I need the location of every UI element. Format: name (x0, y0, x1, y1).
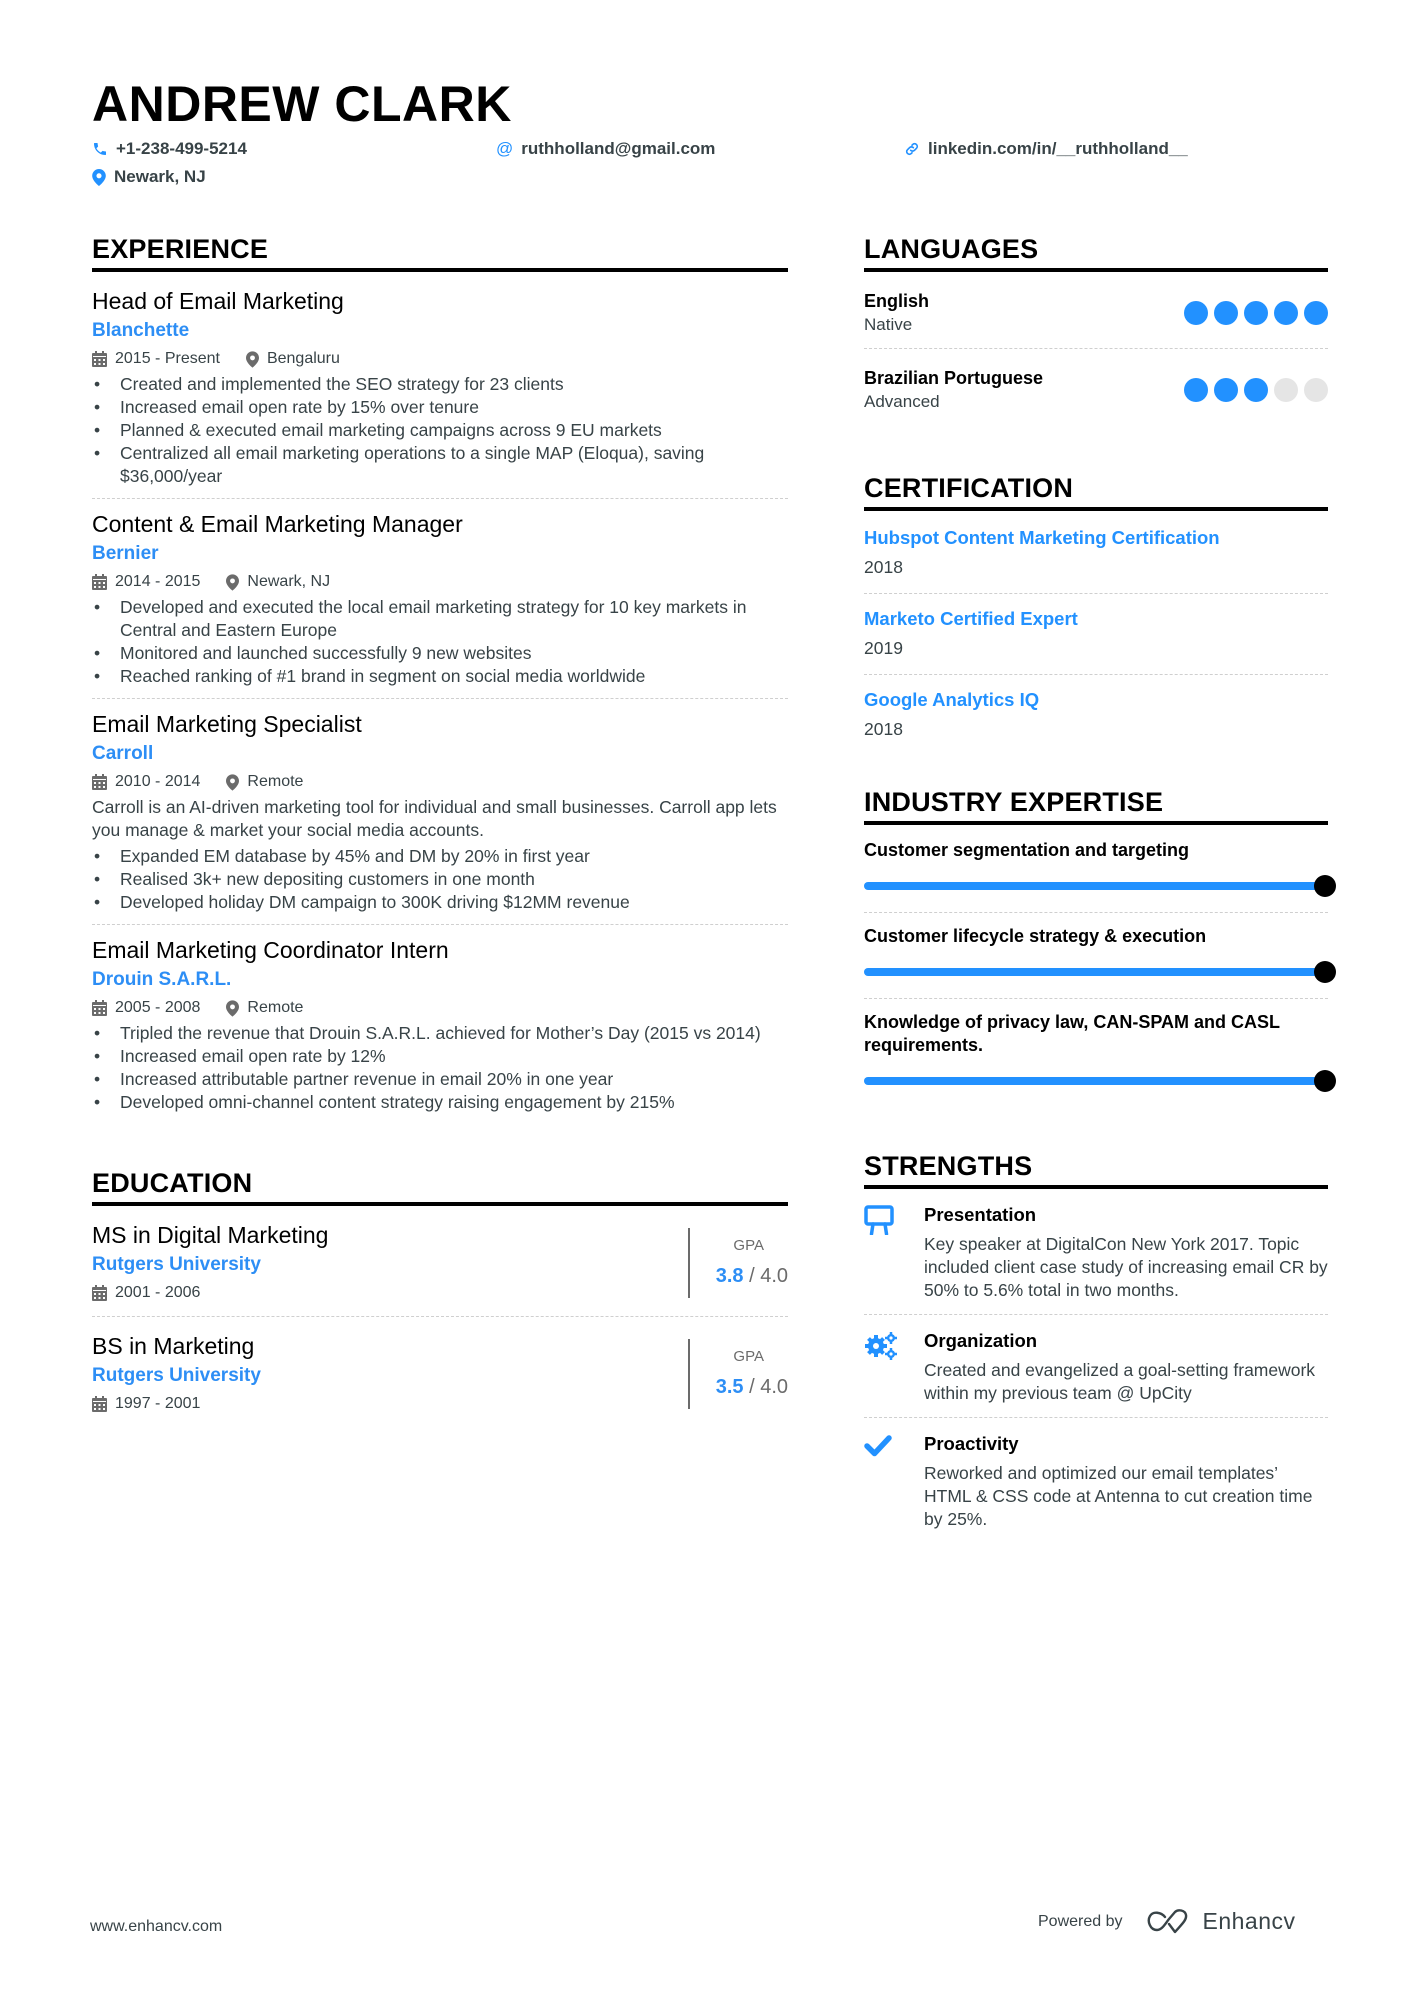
certification-year: 2018 (864, 719, 903, 739)
certification-item (864, 525, 1328, 594)
gpa-value (716, 1373, 788, 1401)
footer-branding (1038, 1908, 1296, 1935)
certification-item (864, 687, 1328, 755)
rating-dot-filled (1244, 301, 1268, 325)
expertise-name: Knowledge of privacy law, CAN-SPAM and CASL requirements. (864, 1012, 1280, 1055)
job-meta (92, 348, 788, 370)
language-level: Advanced (864, 392, 940, 411)
certification-heading: CERTIFICATION (864, 471, 1328, 511)
industry-expertise-section (864, 785, 1328, 1107)
job-bullets (92, 845, 788, 914)
language-rating (1184, 378, 1328, 402)
location-contact (92, 166, 206, 188)
link-icon (904, 141, 920, 157)
company-name[interactable]: Drouin S.A.R.L. (92, 969, 232, 990)
calendar-icon (92, 351, 107, 367)
rating-dot-filled (1184, 378, 1208, 402)
bullet-item: • Expanded EM database by 45% and DM by 20% in first year (92, 845, 788, 868)
job-location (226, 771, 303, 793)
strength-description: Created and evangelized a goal-setting framework within my previous team @ UpCity (924, 1360, 1316, 1403)
job-location (226, 997, 303, 1019)
language-item (864, 363, 1328, 425)
bullet-item: • Increased attributable partner revenue in email 20% in one year (92, 1068, 788, 1091)
expertise-level-bar (864, 882, 1326, 890)
bullet-item: • Developed and executed the local email marketing strategy for 10 key markets in Central and Eastern Europe (92, 596, 788, 642)
education-meta (92, 1393, 688, 1415)
rating-dot-filled (1184, 301, 1208, 325)
phone-contact[interactable] (92, 138, 247, 160)
strength-title: Organization (924, 1330, 1038, 1351)
certification-year: 2018 (864, 557, 903, 577)
job-title: Email Marketing Specialist (92, 711, 362, 737)
strength-description: Reworked and optimized our email templates’ HTML & CSS code at Antenna to cut creation time by 25%. (924, 1463, 1313, 1529)
job-title: Content & Email Marketing Manager (92, 511, 463, 537)
experience-item (92, 286, 788, 499)
expertise-item (864, 1011, 1328, 1107)
experience-item (92, 509, 788, 699)
expertise-level-bar (864, 968, 1326, 976)
gpa-label: GPA (733, 1348, 764, 1365)
school-name[interactable]: Rutgers University (92, 1254, 261, 1275)
job-location (246, 348, 340, 370)
job-location-text: Bengaluru (266, 350, 340, 367)
language-item (864, 286, 1328, 349)
company-description: Carroll is an AI-driven marketing tool for individual and small businesses. Carroll app lets you manage & market your social media accounts. (92, 797, 777, 840)
email-contact[interactable] (496, 138, 715, 160)
job-dates: 2015 - Present (115, 350, 220, 367)
linkedin-contact[interactable] (904, 138, 1188, 160)
checkmark-icon (864, 1434, 892, 1458)
job-bullets (92, 596, 788, 688)
job-location-text: Remote (247, 773, 304, 790)
education-item (92, 1220, 788, 1317)
gpa-value (716, 1262, 788, 1290)
strength-title: Proactivity (924, 1433, 1019, 1454)
rating-dot-filled (1214, 378, 1238, 402)
gpa-max: / 4.0 (749, 1376, 788, 1398)
job-location-text: Newark, NJ (247, 573, 331, 590)
company-name[interactable]: Blanchette (92, 320, 190, 341)
rating-dot-empty (1304, 378, 1328, 402)
bullet-item: • Realised 3k+ new depositing customers in one month (92, 868, 788, 891)
experience-section (92, 232, 788, 1124)
strength-item (864, 1329, 1328, 1418)
gpa-box (688, 1339, 788, 1409)
experience-item (92, 935, 788, 1124)
powered-by-label: Powered by (1038, 1912, 1123, 1930)
strength-item (864, 1432, 1328, 1543)
company-name[interactable]: Bernier (92, 543, 159, 564)
education-dates: 2001 - 2006 (115, 1284, 201, 1301)
bullet-item: • Tripled the revenue that Drouin S.A.R.L. achieved for Mother’s Day (2015 vs 2014) (92, 1022, 788, 1045)
education-meta (92, 1282, 688, 1304)
phone-text: +1-238-499-5214 (116, 139, 247, 158)
language-name: English (864, 291, 930, 311)
presentation-icon (864, 1205, 894, 1235)
strength-title: Presentation (924, 1204, 1037, 1225)
left-column (92, 232, 788, 1441)
job-dates: 2010 - 2014 (115, 773, 201, 790)
experience-heading: EXPERIENCE (92, 232, 788, 272)
expertise-level-knob (1314, 961, 1336, 983)
job-meta (92, 771, 788, 793)
email-text: ruthholland@gmail.com (521, 139, 716, 158)
certification-year: 2019 (864, 638, 903, 658)
map-pin-icon (226, 774, 239, 791)
expertise-level-bar (864, 1077, 1326, 1085)
experience-item (92, 709, 788, 925)
school-name[interactable]: Rutgers University (92, 1365, 261, 1386)
languages-heading: LANGUAGES (864, 232, 1328, 272)
certification-item (864, 606, 1328, 675)
rating-dot-filled (1304, 301, 1328, 325)
language-name: Brazilian Portuguese (864, 368, 1044, 388)
languages-section (864, 232, 1328, 425)
certification-name[interactable]: Marketo Certified Expert (864, 608, 1078, 629)
expertise-level-knob (1314, 875, 1336, 897)
certification-name[interactable]: Google Analytics IQ (864, 689, 1040, 710)
bullet-item: • Increased email open rate by 15% over tenure (92, 396, 788, 419)
job-title: Head of Email Marketing (92, 288, 344, 314)
education-heading: EDUCATION (92, 1166, 788, 1206)
job-dates: 2005 - 2008 (115, 999, 201, 1016)
strengths-heading: STRENGTHS (864, 1149, 1328, 1189)
rating-dot-empty (1274, 378, 1298, 402)
rating-dot-filled (1244, 378, 1268, 402)
gpa-score: 3.5 (715, 1376, 744, 1398)
bullet-item: • Planned & executed email marketing campaigns across 9 EU markets (92, 419, 788, 442)
job-meta (92, 571, 788, 593)
company-name[interactable]: Carroll (92, 743, 154, 764)
map-pin-icon (92, 169, 106, 186)
map-pin-icon (226, 574, 239, 591)
degree-title: BS in Marketing (92, 1333, 255, 1359)
rating-dot-filled (1214, 301, 1238, 325)
bullet-item: • Centralized all email marketing operations to a single MAP (Eloqua), saving $36,000/year (92, 442, 788, 488)
candidate-name: ANDREW CLARK (92, 76, 512, 132)
job-location-text: Remote (247, 999, 304, 1016)
bullet-item: • Created and implemented the SEO strategy for 23 clients (92, 373, 788, 396)
brand-name: Enhancv (1202, 1908, 1296, 1934)
calendar-icon (92, 574, 107, 590)
gpa-max: / 4.0 (749, 1265, 788, 1287)
calendar-icon (92, 1285, 107, 1301)
bullet-item: • Developed holiday DM campaign to 300K driving $12MM revenue (92, 891, 788, 914)
rating-dot-filled (1274, 301, 1298, 325)
job-meta (92, 997, 788, 1019)
location-text: Newark, NJ (114, 167, 206, 186)
job-bullets (92, 373, 788, 488)
bullet-item: • Increased email open rate by 12% (92, 1045, 788, 1068)
expertise-name: Customer segmentation and targeting (864, 840, 1190, 860)
certification-name[interactable]: Hubspot Content Marketing Certification (864, 527, 1220, 548)
education-section (92, 1166, 788, 1427)
enhancv-logo-icon (1145, 1909, 1191, 1935)
industry-expertise-heading: INDUSTRY EXPERTISE (864, 785, 1328, 825)
job-dates: 2014 - 2015 (115, 573, 201, 590)
bullet-item: • Reached ranking of #1 brand in segment on social media worldwide (92, 665, 788, 688)
map-pin-icon (246, 351, 259, 368)
at-icon: @ (496, 139, 514, 158)
calendar-icon (92, 1396, 107, 1412)
certification-section (864, 471, 1328, 755)
phone-icon (92, 141, 108, 157)
expertise-level-knob (1314, 1070, 1336, 1092)
strength-item (864, 1203, 1328, 1315)
right-column (864, 232, 1328, 1557)
expertise-item (864, 925, 1328, 999)
linkedin-text: linkedin.com/in/__ruthholland__ (928, 139, 1188, 158)
gpa-box (688, 1228, 788, 1298)
calendar-icon (92, 1000, 107, 1016)
education-item (92, 1331, 788, 1427)
strengths-section (864, 1149, 1328, 1543)
expertise-item (864, 839, 1328, 913)
calendar-icon (92, 774, 107, 790)
job-location (226, 571, 330, 593)
expertise-name: Customer lifecycle strategy & execution (864, 926, 1207, 946)
language-level: Native (864, 315, 913, 334)
map-pin-icon (226, 1000, 239, 1017)
language-rating (1184, 301, 1328, 325)
footer-website-link[interactable]: www.enhancv.com (90, 1918, 223, 1935)
job-title: Email Marketing Coordinator Intern (92, 937, 449, 963)
gears-icon (864, 1331, 898, 1361)
job-bullets (92, 1022, 788, 1114)
gpa-label: GPA (733, 1237, 764, 1254)
gpa-score: 3.8 (715, 1265, 744, 1287)
degree-title: MS in Digital Marketing (92, 1222, 329, 1248)
bullet-item: • Monitored and launched successfully 9 new websites (92, 642, 788, 665)
bullet-item: • Developed omni-channel content strategy raising engagement by 215% (92, 1091, 788, 1114)
education-dates: 1997 - 2001 (115, 1395, 201, 1412)
strength-description: Key speaker at DigitalCon New York 2017. Topic included client case study of increasing email CR by 50% to 5.6% total in two months. (924, 1234, 1328, 1300)
enhancv-logo[interactable] (1145, 1908, 1296, 1935)
